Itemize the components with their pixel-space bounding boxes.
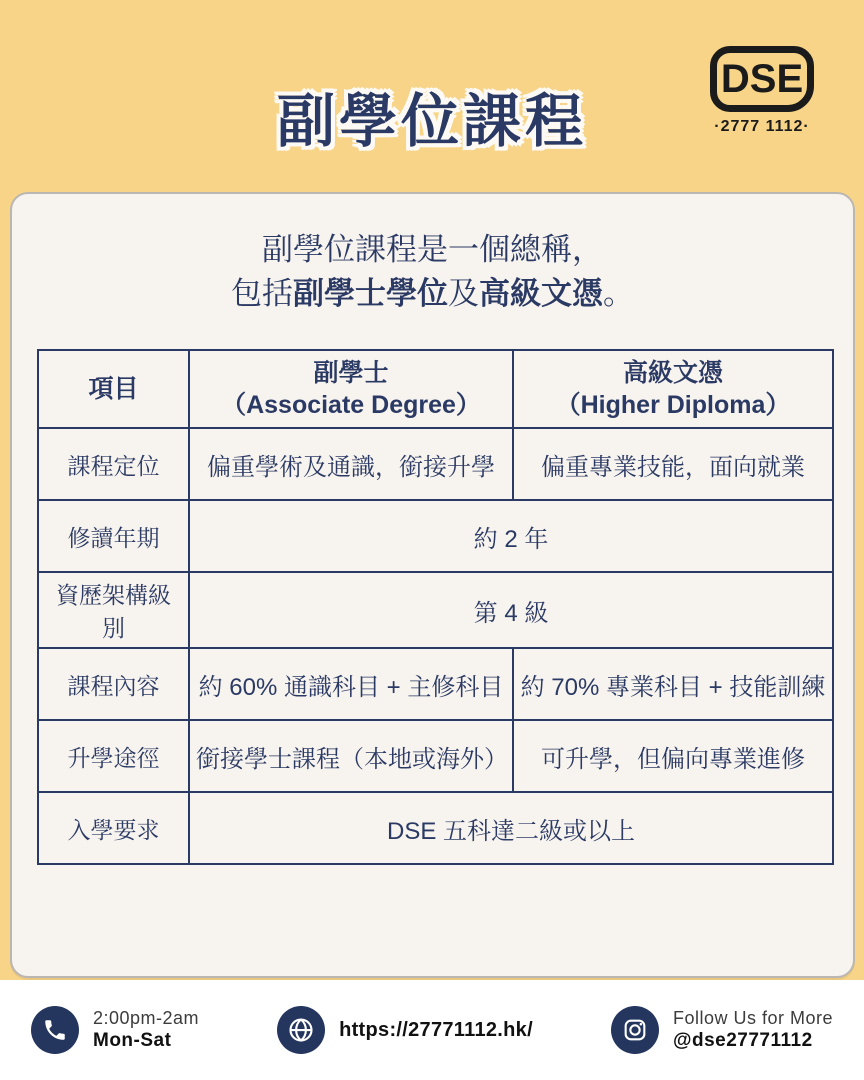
progression-ad-cell: 銜接學士課程（本地或海外）: [189, 720, 513, 792]
footer-instagram-text: [673, 1007, 833, 1053]
footer-website-group[interactable]: [277, 1006, 533, 1054]
table-row-positioning: [38, 428, 833, 500]
qf-level-value-cell: 第 4 級: [189, 572, 833, 648]
comparison-table: [37, 349, 834, 865]
header-associate-degree: [189, 350, 513, 428]
content-hd-cell: 約 70% 專業科目 + 技能訓練: [513, 648, 833, 720]
footer-hours-text: [93, 1007, 199, 1053]
footer-bar: [0, 980, 864, 1080]
duration-value-cell: 約 2 年: [189, 500, 833, 572]
footer-instagram-group[interactable]: [611, 1006, 833, 1054]
row-label: 課程定位: [38, 428, 189, 500]
dse-logo: [692, 46, 832, 136]
header-associate-zh: 副學士: [313, 358, 389, 387]
row-label: 資歷架構級別: [38, 572, 189, 648]
hours-time: 2:00pm-2am: [93, 1007, 200, 1028]
dse-logo-text: DSE: [720, 56, 804, 101]
instagram-handle[interactable]: @dse27771112: [672, 1030, 813, 1052]
intro-line2-mid: 及: [448, 276, 479, 312]
content-card: [10, 192, 855, 978]
row-label: 課程內容: [38, 648, 189, 720]
phone-icon: [31, 1006, 79, 1054]
intro-line2: [231, 276, 634, 311]
intro-line2-end: 。: [603, 276, 634, 312]
page-title: 副學位課程: [276, 89, 587, 154]
intro-bold-associate: 副學士學位: [293, 276, 448, 312]
globe-icon: [277, 1006, 325, 1054]
progression-hd-cell: 可升學，但偏向專業進修: [513, 720, 833, 792]
header-diploma-en: （Higher Diploma）: [555, 391, 791, 419]
hours-days: Mon-Sat: [93, 1030, 172, 1052]
table-row-progression: [38, 720, 833, 792]
header-diploma-zh: 高級文憑: [622, 358, 723, 387]
content-ad-cell: 約 60% 通識科目 + 主修科目: [189, 648, 513, 720]
logo-phone-number: ·2777 1112·: [714, 118, 810, 135]
table-row-duration: [38, 500, 833, 572]
admission-value-cell: DSE 五科達二級或以上: [189, 792, 833, 864]
positioning-ad-cell: 偏重學術及通識，銜接升學: [189, 428, 513, 500]
website-url[interactable]: https://27771112.hk/: [339, 1018, 533, 1041]
row-label: 修讀年期: [38, 500, 189, 572]
table-row-admission: [38, 792, 833, 864]
dse-logo-mark: [710, 46, 814, 112]
header-item: 項目: [38, 350, 189, 428]
instagram-cta: Follow Us for More: [672, 1007, 833, 1028]
footer-website-text: [339, 1018, 533, 1043]
footer-hours-group: [31, 1006, 199, 1054]
intro-line2-pre: 包括: [231, 276, 293, 312]
row-label: 升學途徑: [38, 720, 189, 792]
table-header-row: [38, 350, 833, 428]
instagram-icon: [611, 1006, 659, 1054]
header-higher-diploma: [513, 350, 833, 428]
intro-line1: 副學位課程是一個總稱，: [262, 232, 603, 267]
intro-text: [12, 228, 853, 316]
positioning-hd-cell: 偏重專業技能，面向就業: [513, 428, 833, 500]
intro-bold-diploma: 高級文憑: [479, 276, 603, 312]
header-associate-en: （Associate Degree）: [221, 391, 481, 419]
table-row-content: [38, 648, 833, 720]
table-row-qf-level: [38, 572, 833, 648]
row-label: 入學要求: [38, 792, 189, 864]
